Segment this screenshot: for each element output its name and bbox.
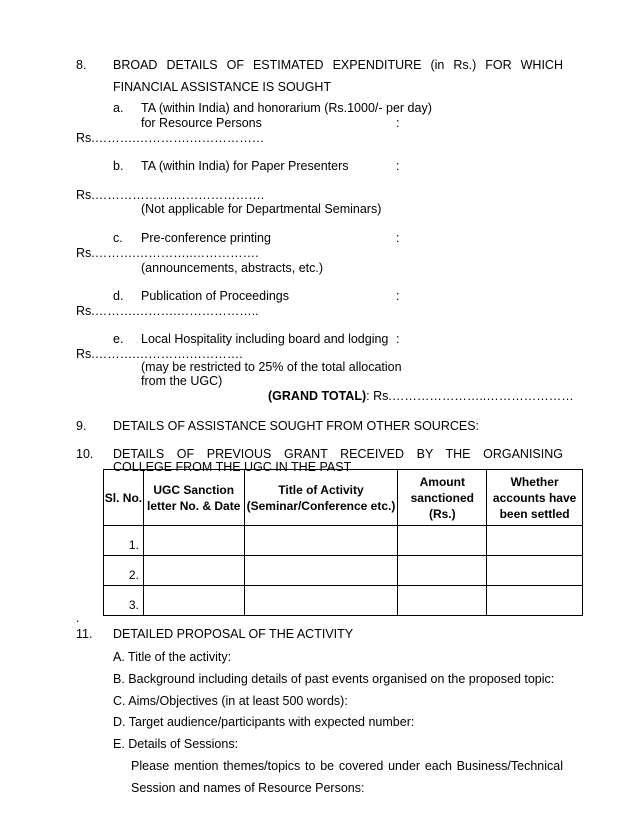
table-cell xyxy=(244,586,398,616)
sessions-instruction-line2: Session and names of Resource Persons: xyxy=(131,781,365,795)
item-b-note: (Not applicable for Departmental Seminars) xyxy=(141,202,382,216)
table-row xyxy=(104,586,583,616)
table-cell xyxy=(143,526,244,556)
section-9-number: 9. xyxy=(76,419,87,433)
proposal-item-a: A. Title of the activity: xyxy=(113,650,232,664)
row-sl-number: 3. xyxy=(104,586,144,616)
grand-total xyxy=(268,389,574,404)
item-b-letter: b. xyxy=(113,159,124,173)
header-amount: Amount sanctioned (Rs.) xyxy=(398,470,487,526)
item-b-text: TA (within India) for Paper Presenters xyxy=(141,159,349,173)
item-e-letter: e. xyxy=(113,332,124,346)
item-a-text: TA (within India) and honorarium (Rs.1000/- per day) xyxy=(141,101,432,115)
item-b-rs: Rs.……………….…………………. xyxy=(76,188,265,202)
section-8-heading-line2: FINANCIAL ASSISTANCE IS SOUGHT xyxy=(113,80,332,94)
table-cell xyxy=(487,556,583,586)
table-cell xyxy=(398,556,487,586)
item-a-colon: : xyxy=(396,116,400,130)
table-cell xyxy=(143,586,244,616)
proposal-item-b: B. Background including details of past events organised on the proposed topic: xyxy=(113,672,555,686)
item-d-rs: Rs.……….……….……………….. xyxy=(76,304,259,318)
item-d-colon: : xyxy=(396,289,400,303)
item-d-letter: d. xyxy=(113,289,124,303)
header-sl-no: Sl. No. xyxy=(104,470,144,526)
item-a-rs: Rs.……….………….……………… xyxy=(76,131,265,145)
item-e-note: (may be restricted to 25% of the total allocation xyxy=(141,360,402,374)
item-e-text: Local Hospitality including board and lodging xyxy=(141,332,389,346)
table-cell xyxy=(244,556,398,586)
item-e-rs: Rs.……….………….…………. xyxy=(76,347,243,361)
section-8-heading-line1: BROAD DETAILS OF ESTIMATED EXPENDITURE (in Rs.) FOR WHICH xyxy=(113,58,563,72)
section-9-heading: DETAILS OF ASSISTANCE SOUGHT FROM OTHER SOURCES: xyxy=(113,419,480,433)
item-a-text2: for Resource Persons xyxy=(141,116,262,130)
item-c-note: (announcements, abstracts, etc.) xyxy=(141,261,324,275)
proposal-item-e: E. Details of Sessions: xyxy=(113,737,239,751)
table-cell xyxy=(398,526,487,556)
item-c-text: Pre-conference printing xyxy=(141,231,271,245)
item-c-letter: c. xyxy=(113,231,123,245)
item-c-colon: : xyxy=(396,231,400,245)
row-sl-number: 2. xyxy=(104,556,144,586)
section-8-number: 8. xyxy=(76,58,87,72)
previous-grant-table xyxy=(103,469,583,616)
grand-total-value: : Rs.…………………..………………… xyxy=(366,389,574,403)
table-row xyxy=(104,526,583,556)
section-10-heading-line2: COLLEGE FROM THE UGC IN THE PAST xyxy=(113,460,352,474)
item-d-text: Publication of Proceedings xyxy=(141,289,290,303)
table-row xyxy=(104,556,583,586)
header-ugc-sanction: UGC Sanction letter No. & Date xyxy=(143,470,244,526)
table-cell xyxy=(244,526,398,556)
table-header-row xyxy=(104,470,583,526)
item-c-rs: Rs.……….…………..……………. xyxy=(76,246,259,260)
table-cell xyxy=(487,586,583,616)
table-cell xyxy=(487,526,583,556)
section-10-heading-line1: DETAILS OF PREVIOUS GRANT RECEIVED BY THE ORGANISING xyxy=(113,447,563,461)
header-accounts-settled: Whether accounts have been settled xyxy=(487,470,583,526)
proposal-item-c: C. Aims/Objectives (in at least 500 words): xyxy=(113,694,348,708)
section-10-number: 10. xyxy=(76,447,94,461)
proposal-item-d: D. Target audience/participants with expected number: xyxy=(113,715,415,729)
item-b-colon: : xyxy=(396,159,400,173)
grand-total-label: (GRAND TOTAL) xyxy=(268,389,367,403)
item-a-letter: a. xyxy=(113,101,124,115)
row-sl-number: 1. xyxy=(104,526,144,556)
section-11-number: 11. xyxy=(76,627,93,641)
table-cell xyxy=(398,586,487,616)
sessions-instruction-line1: Please mention themes/topics to be covered under each Business/Technical xyxy=(131,759,563,773)
table-cell xyxy=(143,556,244,586)
item-e-colon: : xyxy=(396,332,400,346)
header-title-activity: Title of Activity (Seminar/Conference etc.) xyxy=(244,470,398,526)
stray-dot: . xyxy=(76,611,80,625)
item-e-note2: from the UGC) xyxy=(141,374,223,388)
section-11-heading: DETAILED PROPOSAL OF THE ACTIVITY xyxy=(113,627,354,641)
